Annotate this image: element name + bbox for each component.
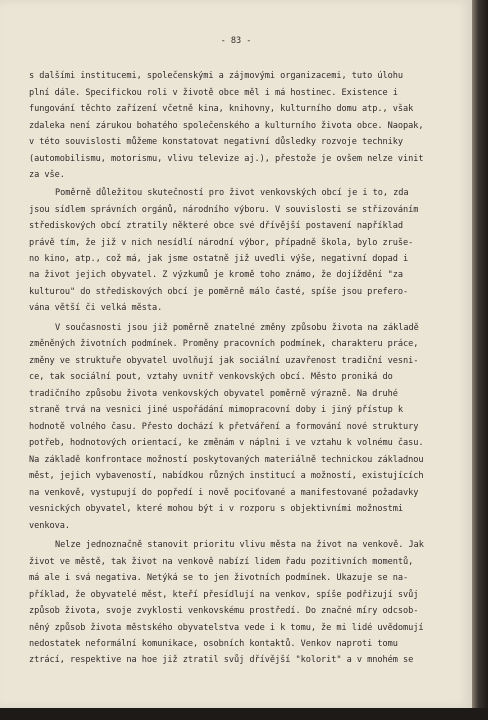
text-line: potřeb, hodnotových orientací, ke změnám v náplni i ve vztahu k volnému času. <box>29 438 424 448</box>
text-line: v této souvislosti můžeme konstatovat negativní důsledky rozvoje techniky <box>29 137 404 147</box>
text-line: zdaleka není zárukou bohatého společenského a kulturního života obce. Naopak, <box>29 121 424 131</box>
text-line: kulturou" do střediskových obcí je poměrně málo časté, spíše jsou prefero- <box>29 287 409 297</box>
text-line: ztrácí, respektive na hoe již ztratil svůj dřívější "kolorit" a v mnohém se <box>29 655 414 665</box>
text-line: (automobilismu, motorismu, vlivu televize aj.), přestože je ovšem nelze vinit <box>29 154 424 164</box>
text-line: způsob života, svoje zvyklosti venkovskému prostředí. Do značné míry odcsob- <box>29 606 419 616</box>
text-line: vána větší či velká města. <box>29 303 163 313</box>
text-line: Poměrně důležitou skutečností pro život venkovských obcí je i to, zda <box>55 188 409 198</box>
text-line: fungování těchto zařízení včetně kina, knihovny, kulturního domu atp., však <box>29 104 414 114</box>
text-line: za vše. <box>29 170 65 180</box>
text-line: no kino, atp., což má, jak jsme ostatně již uvedli výše, negativní dopad i <box>29 254 409 264</box>
text-line: hodnotě volného času. Přesto dochází k přetváření a formování nové struktury <box>29 422 419 432</box>
text-line: příklad, že obyvatelé měst, kteří přesídlují na venkov, spíše podřizují svůj <box>29 590 419 600</box>
bottom-shadow-edge <box>0 708 488 720</box>
text-line: Na základě konfrontace možností poskytovaných materiálně technickou základnou <box>29 455 424 465</box>
book-binding-edge <box>472 0 488 720</box>
text-line: s dalšími institucemi, společenskými a zájmovými organizacemi, tuto úlohu <box>29 71 404 81</box>
text-line: tradičního způsobu života venkovských obyvatel poměrně výrazně. Na druhé <box>29 389 398 399</box>
text-line: změněných životních podmínek. Proměny pracovních podmínek, charakteru práce, <box>29 339 419 349</box>
text-line: právě tím, že již v nich nesídlí národní výbor, případně škola, bylo zruše- <box>29 238 414 248</box>
text-line: ce, tak sociální pout, vztahy uvnitř venkovských obcí. Město proniká do <box>29 372 393 382</box>
text-line: plní dále. Specifickou roli v životě obce měl i má hostinec. Existence i <box>29 88 398 98</box>
text-line: něný způsob života městského obyvatelstva vede i k tomu, že mi lidé uvědomují <box>29 623 424 633</box>
text-line: má ale i svá negativa. Netýká se to jen životních podmínek. Ukazuje se na- <box>29 573 409 583</box>
page-number: - 83 - <box>220 36 252 46</box>
text-line: střediskových obcí ztratily některé obce své dřívější postavení například <box>29 221 404 231</box>
text-line: V současnosti jsou již poměrně znatelné změny způsobu života na základě <box>55 323 419 333</box>
text-line: na venkově, vystupují do popředí i nově pociťované a manifestované požadavky <box>29 488 419 498</box>
text-line: měst, jejich vybaveností, nabídkou různých institucí a možností, existujících <box>29 471 424 481</box>
text-line: nedostatek neformální komunikace, osobních kontaktů. Venkov naproti tomu <box>29 639 398 649</box>
text-line: na život jejich obyvatel. Z výzkumů je kromě toho známo, že dojíždění "za <box>29 270 404 280</box>
text-line: život ve městě, tak život na venkově nabízí lidem řadu pozitivních momentů, <box>29 557 414 567</box>
text-line: straně trvá na vesnici jiné uspořádání mimopracovní doby i jiný přístup k <box>29 405 404 415</box>
text-line: změny ve struktuře obyvatel uvolňují jak sociální uzavřenost tradiční vesni- <box>29 356 419 366</box>
text-line: jsou sídlem správních orgánů, národního výboru. V souvislosti se střizováním <box>29 205 419 215</box>
text-line: vesnických obyvatel, které mohou být i v rozporu s objektivními možnostmi <box>29 504 404 514</box>
text-line: Nelze jednoznačně stanovit prioritu vlivu města na život na venkově. Jak <box>55 540 424 550</box>
text-line: venkova. <box>29 521 70 531</box>
